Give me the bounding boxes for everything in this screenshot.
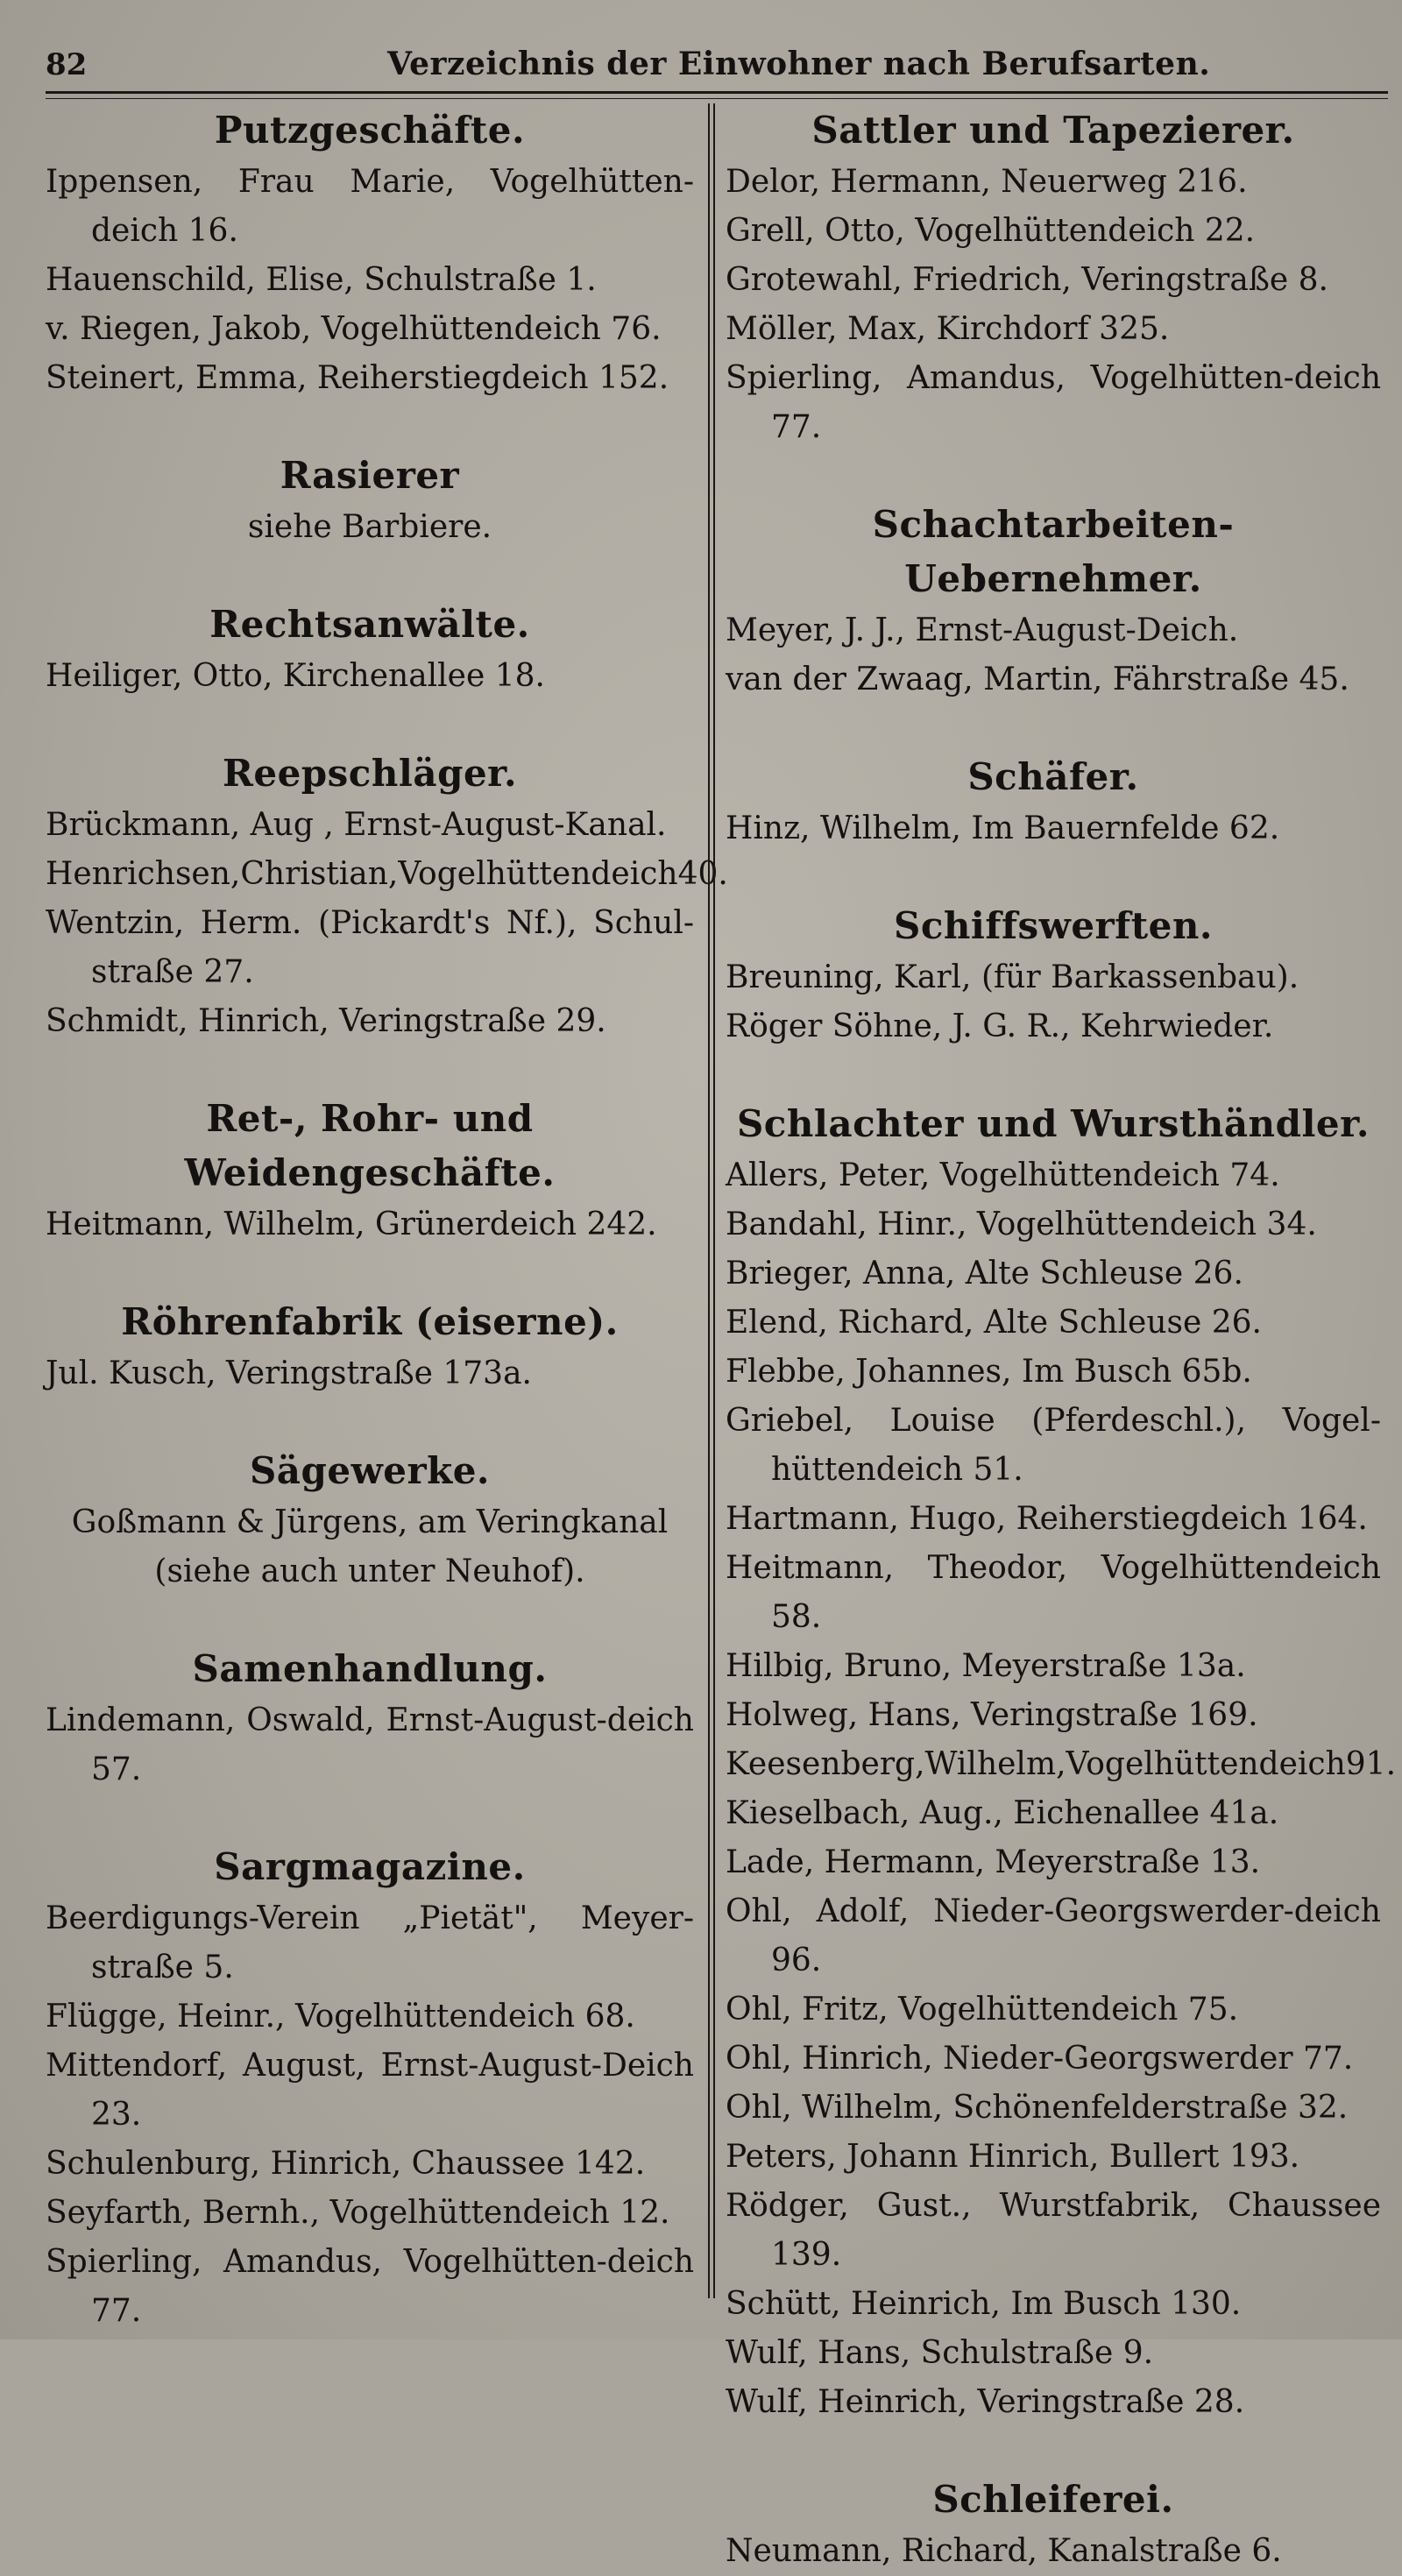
directory-entry: Grotewahl, Friedrich, Veringstraße 8. [726,262,1328,298]
page-header [46,42,1376,86]
section-gap [726,1051,1381,1097]
section-heading: Schiffswerften. [893,904,1214,947]
section-heading: Röhrenfabrik (eiserne). [121,1300,619,1343]
page-number: 82 [46,47,88,82]
section-rechtsanwaelte [46,598,694,701]
left-column [46,103,728,2336]
section-sattler-und-tapezierer [726,103,1381,452]
column-divider [708,103,715,2298]
section-heading: Schleiferei. [932,2478,1174,2521]
section-gap [46,1596,694,1642]
section-gap [46,403,694,449]
directory-entry: Meyer, J. J., Ernst-August-Deich. [726,612,1239,648]
section-gap [46,1046,694,1092]
section-heading: Samenhandlung. [192,1647,548,1690]
header-rule-thin [46,98,1388,99]
directory-entry: Brückmann, Aug , Ernst-August-Kanal. [46,807,667,843]
section-heading: Sägewerke. [249,1449,491,1492]
directory-entry: Möller, Max, Kirchdorf 325. [726,311,1170,347]
directory-entry: Mittendorf, August, Ernst-August-Deich 23. [46,2048,694,2133]
directory-entry: Wulf, Heinrich, Veringstraße 28. [726,2384,1245,2420]
directory-entry: Wulf, Hans, Schulstraße 9. [726,2335,1154,2371]
section-note: siehe Barbiere. [247,509,492,545]
directory-entry: Flügge, Heinr., Vogelhüttendeich 68. [46,1999,635,2035]
section-gap [46,701,694,747]
section-gap [726,2427,1381,2473]
directory-entry: van der Zwaag, Martin, Fährstraße 45. [726,662,1349,697]
directory-entry: v. Riegen, Jakob, Vogelhüttendeich 76. [46,311,662,347]
directory-entry: Breuning, Karl, (für Barkassenbau). [726,959,1299,995]
directory-entry: Ohl, Fritz, Vogelhüttendeich 75. [726,1992,1239,2028]
directory-entry: Griebel, Louise (Pferdeschl.), Vogel-hüttendeich 51. [726,1403,1381,1488]
directory-entry: Beerdigungs-Verein „Pietät", Meyer-straße 5. [46,1900,694,1985]
directory-entry: Brieger, Anna, Alte Schleuse 26. [726,1256,1243,1292]
directory-entry: Elend, Richard, Alte Schleuse 26. [726,1305,1262,1341]
section-gap [46,1249,694,1295]
section-heading: Schlachter und Wursthändler. [736,1102,1370,1145]
section-putzgeschaefte [46,103,694,403]
directory-entry: Ohl, Hinrich, Nieder-Georgswerder 77. [726,2041,1354,2077]
section-heading: Sattler und Tapezierer. [811,109,1295,152]
directory-entry: Peters, Johann Hinrich, Bullert 193. [726,2139,1300,2175]
directory-entry: Ohl, Adolf, Nieder-Georgswerder-deich 96. [726,1893,1381,1978]
directory-entry: Grell, Otto, Vogelhüttendeich 22. [726,213,1256,249]
directory-entry: Lade, Hermann, Meyerstraße 13. [726,1844,1261,1880]
section-heading: Putzgeschäfte. [214,109,526,152]
section-schaefer [726,750,1381,853]
directory-entry: Hauenschild, Elise, Schulstraße 1. [46,262,597,298]
directory-entry: Schütt, Heinrich, Im Busch 130. [726,2286,1242,2322]
directory-entry: Hartmann, Hugo, Reiherstiegdeich 164. [726,1501,1368,1537]
directory-entry: Lindemann, Oswald, Ernst-August-deich 57. [46,1702,694,1787]
section-reepschlaeger [46,747,728,1046]
directory-entry: Bandahl, Hinr., Vogelhüttendeich 34. [726,1207,1317,1242]
section-schachtarbeiten-uebernehmer [726,498,1381,704]
directory-entry: Neumann, Richard, Kanalstraße 6. [726,2533,1282,2569]
directory-entry: Heitmann, Wilhelm, Grünerdeich 242. [46,1207,657,1242]
directory-entry: Rödger, Gust., Wurstfabrik, Chaussee 139. [726,2188,1381,2273]
directory-entry: Keesenberg,Wilhelm,Vogelhüttendeich91. [726,1746,1397,1782]
directory-entry: Holweg, Hans, Veringstraße 169. [726,1697,1258,1733]
directory-entry: Kieselbach, Aug., Eichenallee 41a. [726,1795,1279,1831]
right-column [726,103,1397,2576]
section-heading: Reepschläger. [222,752,518,795]
directory-entry: Spierling, Amandus, Vogelhütten-deich 77. [46,2244,694,2329]
section-schlachter-und-wursthaendler [726,1097,1397,2427]
section-gap [726,452,1381,498]
section-ret-rohr-und-weidengeschaefte [46,1092,694,1249]
directory-entry: Allers, Peter, Vogelhüttendeich 74. [726,1157,1280,1193]
directory-entry: Henrichsen,Christian,Vogelhüttendeich40. [46,856,728,892]
section-gap [726,704,1381,750]
directory-entry: Heitmann, Theodor, Vogelhüttendeich 58. [726,1550,1381,1635]
directory-entry: Ohl, Wilhelm, Schönenfelderstraße 32. [726,2090,1349,2126]
section-gap [46,552,694,598]
header-rule [46,91,1388,94]
directory-entry: Flebbe, Johannes, Im Busch 65b. [726,1354,1252,1390]
section-schleiferei [726,2473,1381,2576]
section-gap [726,853,1381,899]
section-heading: Ret-, Rohr- und Weidengeschäfte. [184,1097,556,1194]
directory-entry: Jul. Kusch, Veringstraße 173a. [46,1355,532,1391]
section-roehrenfabrik-eiserne [46,1295,694,1398]
directory-entry: Delor, Hermann, Neuerweg 216. [726,164,1248,200]
section-gap [46,1398,694,1444]
directory-entry: Hinz, Wilhelm, Im Bauernfelde 62. [726,810,1280,846]
directory-entry: Steinert, Emma, Reiherstiegdeich 152. [46,360,669,396]
section-schiffswerften [726,899,1381,1051]
directory-entry: Röger Söhne, J. G. R., Kehrwieder. [726,1008,1274,1044]
directory-entry: Seyfarth, Bernh., Vogelhüttendeich 12. [46,2195,670,2231]
directory-entry: Wentzin, Herm. (Pickardt's Nf.), Schul-straße 27. [46,905,694,990]
running-title: Verzeichnis der Einwohner nach Berufsarten. [387,46,1211,82]
section-rasierer [46,449,694,552]
section-note: Goßmann & Jürgens, am Veringkanal (siehe auch unter Neuhof). [71,1504,669,1589]
directory-entry: Hilbig, Bruno, Meyerstraße 13a. [726,1648,1246,1684]
section-saegewerke [46,1444,694,1596]
directory-entry: Heiliger, Otto, Kirchenallee 18. [46,658,545,694]
directory-entry: Schmidt, Hinrich, Veringstraße 29. [46,1003,606,1039]
section-heading: Rasierer [280,454,460,497]
section-heading: Schäfer. [967,755,1139,798]
section-samenhandlung [46,1642,694,1794]
section-heading: Sargmagazine. [214,1845,526,1888]
section-sargmagazine [46,1840,694,2336]
section-heading: Rechtsanwälte. [209,603,530,646]
directory-entry: Spierling, Amandus, Vogelhütten-deich 77. [726,360,1381,445]
section-gap [46,1794,694,1840]
section-heading: Schachtarbeiten-Uebernehmer. [872,503,1235,600]
directory-entry: Schulenburg, Hinrich, Chaussee 142. [46,2146,646,2182]
directory-entry: Ippensen, Frau Marie, Vogelhütten-deich 16. [46,164,694,249]
